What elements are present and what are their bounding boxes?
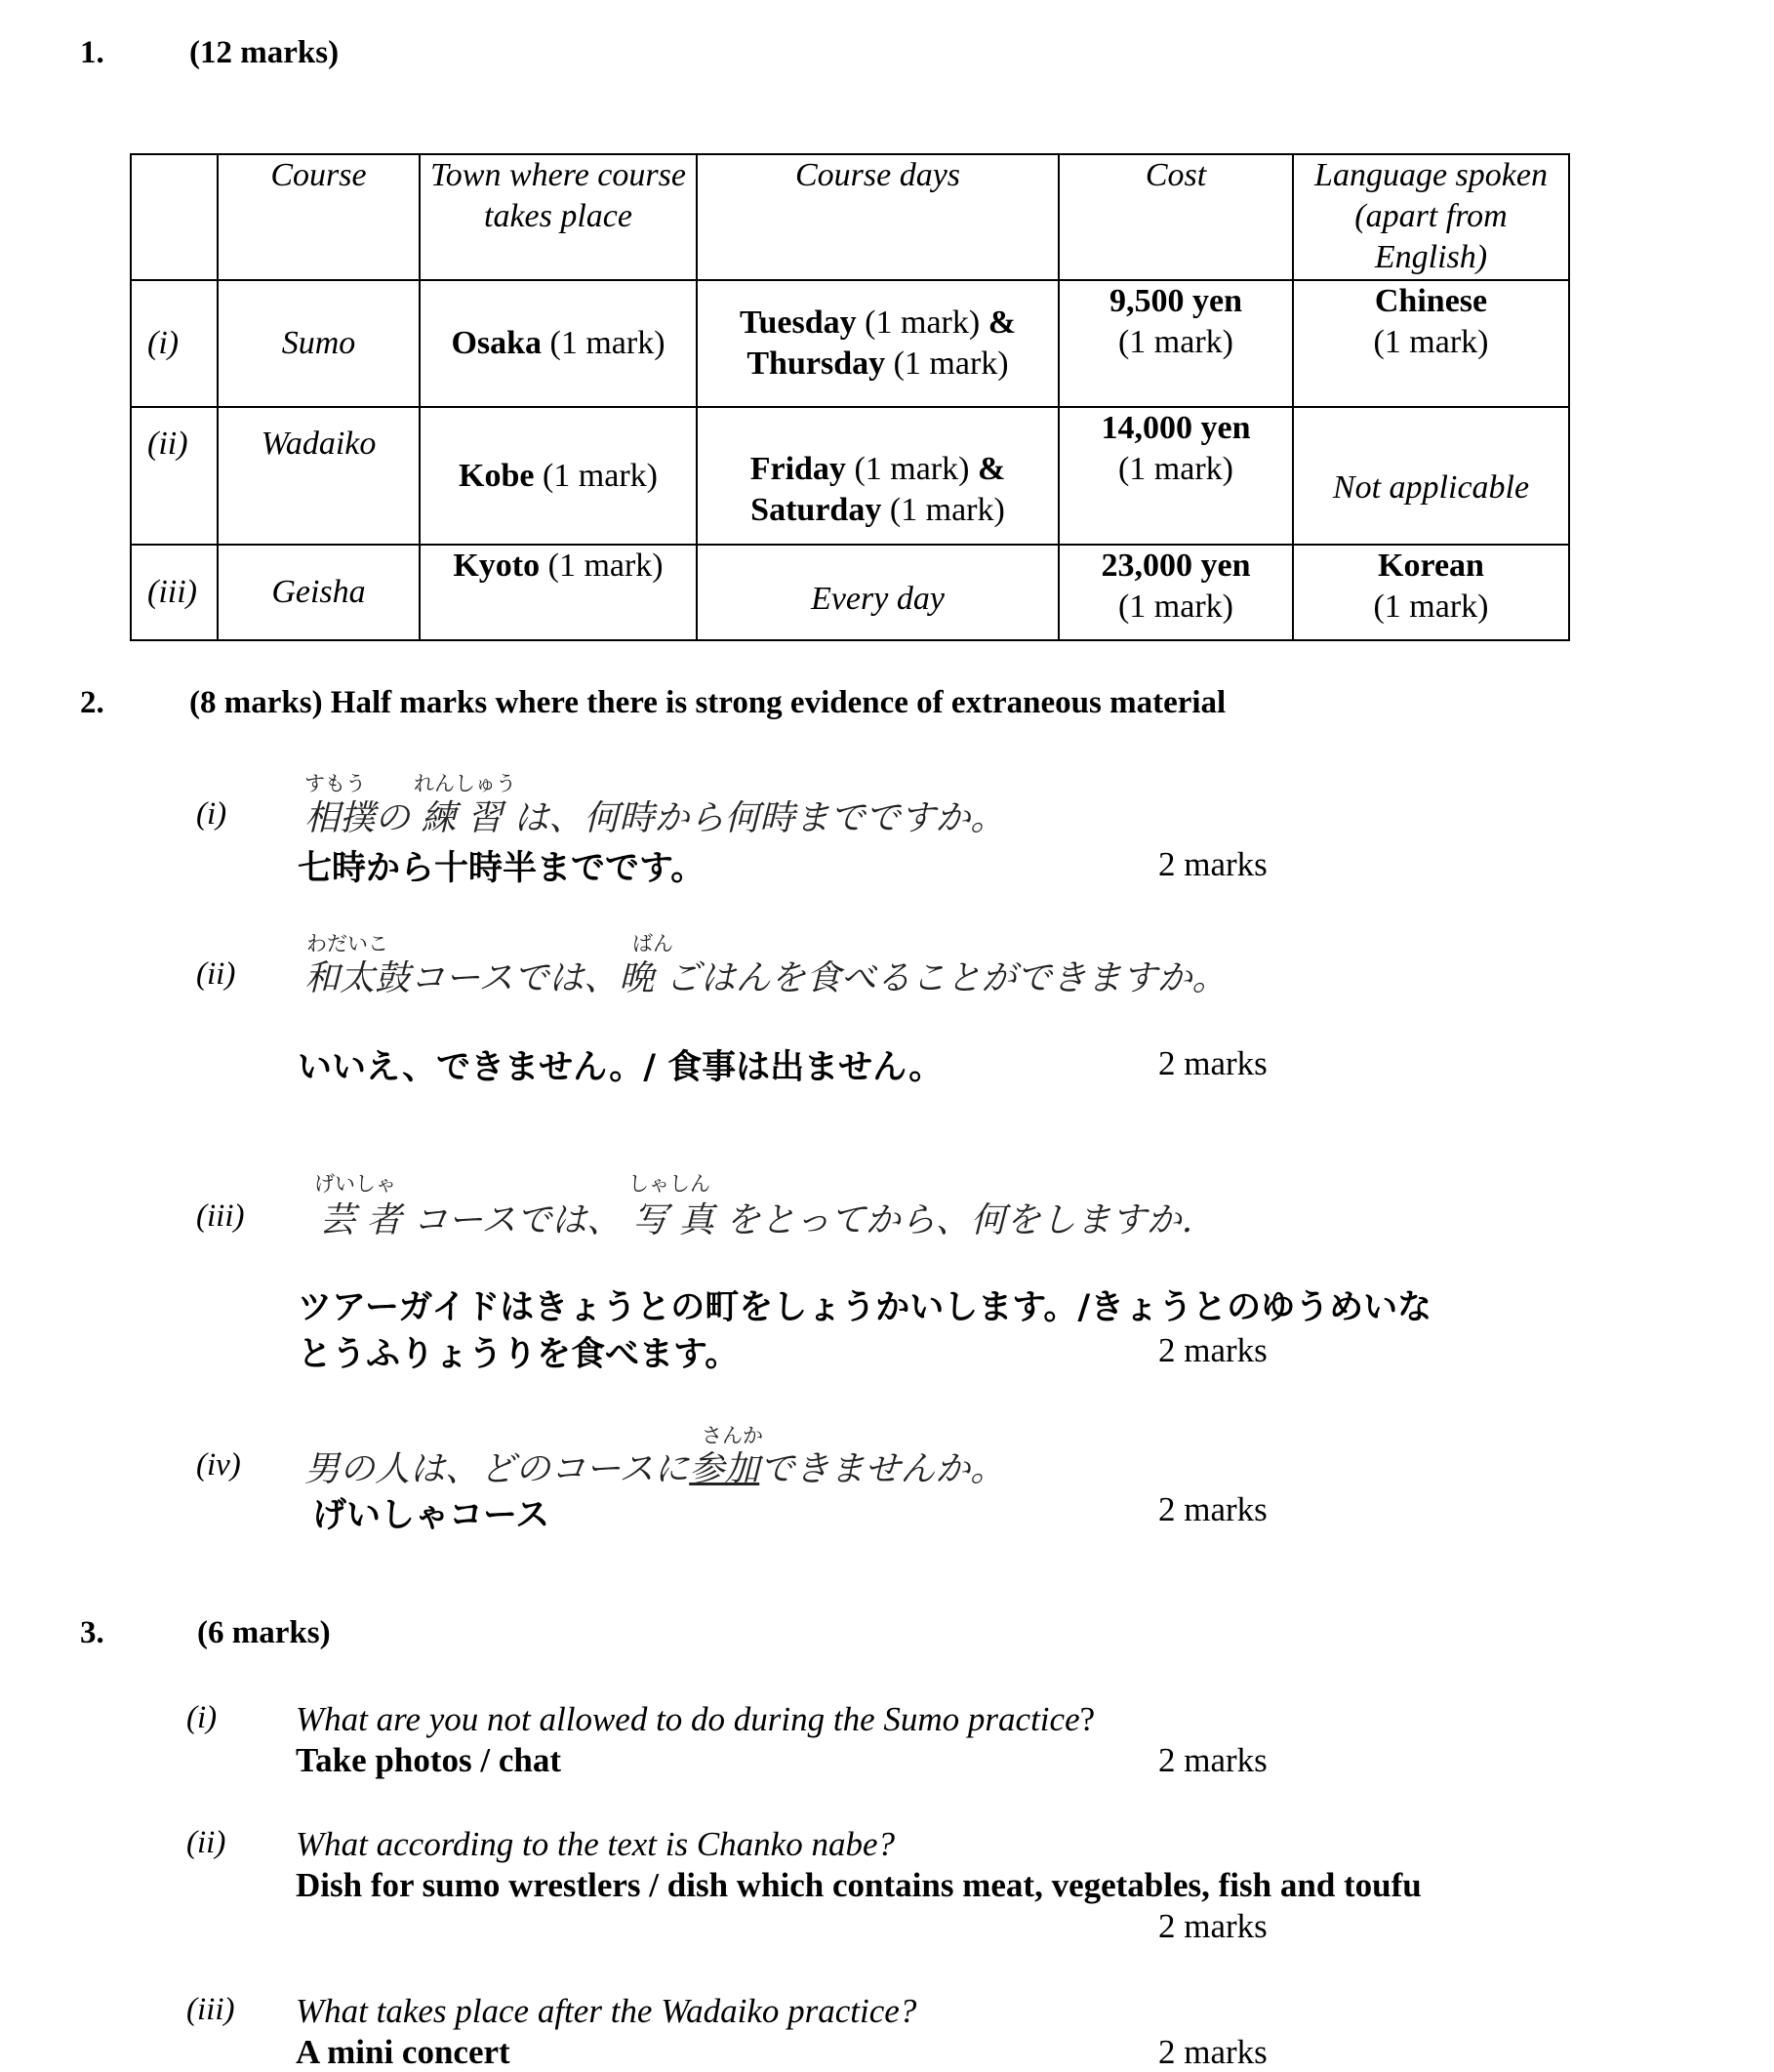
mark-note: (1 mark) [1117,324,1233,360]
town-cell [420,407,697,545]
marks-label: 2 marks [1158,1741,1268,1779]
course-cell: Sumo [218,280,420,407]
header-blank [131,154,218,280]
town-value: Osaka [451,325,543,361]
japanese-question: 芸 者 コースでは、 写 真 をとってから、何をしますか. [320,1200,1193,1240]
q1-answer-table [130,153,1570,641]
q3-number: 3. [80,1615,104,1650]
row-label: (i) [131,280,218,407]
town-value: Kobe [459,457,535,494]
day-value: Thursday [746,345,886,382]
ampersand: & [977,450,1006,487]
english-question: What takes place after the Wadaiko practice? [296,1992,917,2030]
days-cell: Every day [697,545,1059,640]
japanese-question [304,1442,1005,1491]
question-part: できませんか。 [759,1449,1006,1489]
q3-marks: (6 marks) [197,1615,331,1650]
town-cell [420,280,697,407]
days-cell [697,280,1059,407]
language-cell [1293,280,1569,407]
marks-label: 2 marks [1158,1907,1268,1945]
japanese-answer: 七時から十時半までです。 [298,849,706,888]
marks-label: 2 marks [1158,1490,1268,1528]
mark-note: (1 mark) [865,305,988,341]
q2-item-label: (iii) [196,1199,245,1234]
furigana: げいしゃ [314,1172,396,1196]
cost-cell [1059,280,1293,407]
mark-note: (1 mark) [542,457,658,494]
marks-label: 2 marks [1158,1331,1268,1369]
header-cost: Cost [1059,154,1293,280]
english-answer: Dish for sumo wrestlers / dish which contains meat, vegetables, fish and toufu [296,1866,1422,1904]
japanese-answer-line: とうふりょうりを食べます。 [298,1335,740,1374]
q1-marks: (12 marks) [189,35,340,70]
mark-note: (1 mark) [889,491,1005,528]
q2-item-label: (i) [196,796,227,832]
header-course: Course [218,154,420,280]
q2-item-label: (iv) [196,1447,241,1483]
english-question [296,1700,1095,1739]
underlined-word: 参加 [689,1449,760,1489]
q2-heading: (8 marks) Half marks where there is strong evidence of extraneous material [189,685,1227,720]
marks-label: 2 marks [1158,845,1268,883]
question-mark: ? [1079,1700,1096,1738]
header-language: Language spoken (apart from English) [1293,154,1569,280]
header-days: Course days [697,154,1059,280]
marks-label: 2 marks [1158,1044,1268,1082]
header-town: Town where course takes place [420,154,697,280]
table-row [131,545,1569,640]
cost-value: 9,500 yen [1109,283,1242,319]
row-label: (ii) [131,407,218,545]
japanese-answer: げいしゃコース [312,1496,550,1535]
mark-note: (1 mark) [1117,589,1233,625]
mark-note: (1 mark) [854,450,978,487]
town-value: Kyoto [453,548,541,584]
q3-item-label: (iii) [186,1992,235,2027]
language-value: Korean [1378,548,1484,584]
course-cell: Geisha [218,545,420,640]
question-text: What are you not allowed to do during the Sumo practice [296,1700,1080,1738]
japanese-question: 相撲の 練 習 は、何時から何時までですか。 [304,798,1006,838]
days-cell [697,407,1059,545]
furigana: さんか [702,1424,763,1447]
mark-note: (1 mark) [549,325,665,361]
question-part: 男の人は、どのコースに [304,1449,690,1489]
language-cell [1293,545,1569,640]
marks-label: 2 marks [1158,2033,1268,2071]
ampersand: & [988,305,1017,341]
cost-value: 14,000 yen [1101,410,1251,446]
furigana: すもう [304,772,366,795]
mark-note: (1 mark) [1373,589,1489,625]
q3-item-label: (i) [186,1700,218,1735]
language-cell: Not applicable [1293,407,1569,545]
cost-cell [1059,545,1293,640]
q2-item-label: (ii) [196,956,236,992]
cost-value: 23,000 yen [1101,548,1251,584]
table-row [131,280,1569,407]
q2-number: 2. [80,685,104,720]
mark-note: (1 mark) [547,548,664,584]
japanese-question: 和太鼓コースでは、晩 ごはんを食べることができますか。 [304,958,1228,998]
row-label: (iii) [131,545,218,640]
furigana: わだいこ [306,932,388,955]
furigana: ばん [632,932,673,955]
language-value: Chinese [1374,283,1488,319]
mark-note: (1 mark) [1117,451,1233,487]
day-value: Saturday [750,491,882,528]
q3-item-label: (ii) [186,1825,226,1860]
mark-note: (1 mark) [1373,324,1489,360]
table-row [131,407,1569,545]
town-cell [420,545,697,640]
japanese-answer-line: ツアーガイドはきょうとの町をしょうかいします。/きょうとのゆうめいな [298,1288,1432,1327]
q1-number: 1. [80,35,104,70]
day-value: Friday [749,450,846,487]
english-question: What according to the text is Chanko nabe? [296,1825,896,1863]
japanese-answer: いいえ、できません。/ 食事は出ません。 [298,1048,944,1087]
day-value: Tuesday [739,305,857,341]
table-header-row [131,154,1569,280]
english-answer: A mini concert [296,2033,510,2071]
furigana: れんしゅう [414,772,516,795]
course-cell: Wadaiko [218,407,420,545]
english-answer: Take photos / chat [296,1741,561,1779]
mark-note: (1 mark) [893,345,1009,382]
furigana: しゃしん [628,1172,710,1196]
cost-cell [1059,407,1293,545]
